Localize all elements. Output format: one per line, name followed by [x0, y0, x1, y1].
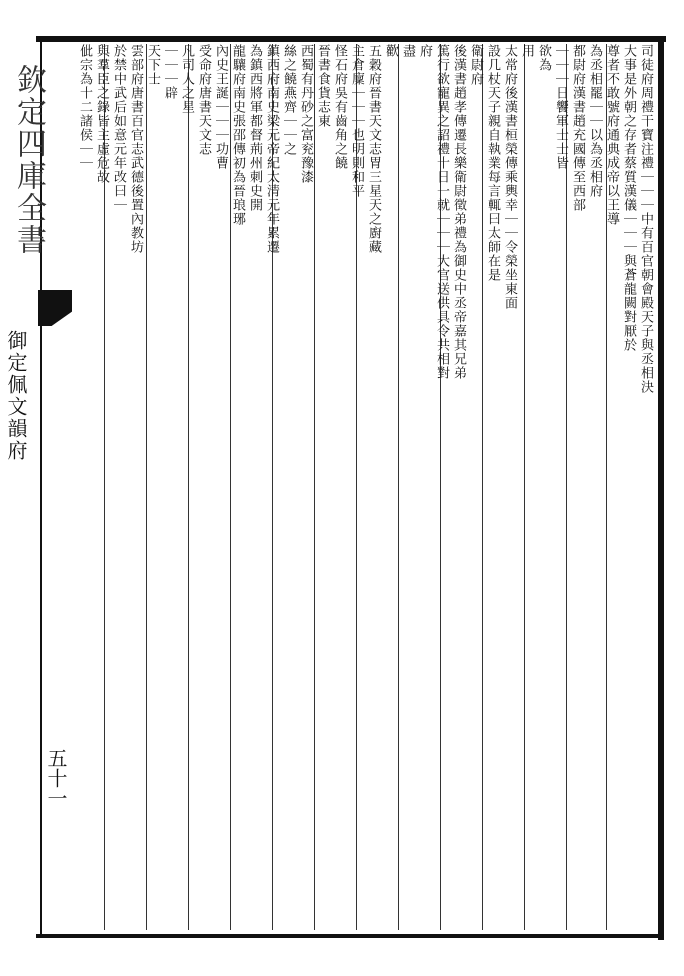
text-column: 內史王誕｜｜｜功曹 — [213, 44, 228, 170]
text-column: 盡 — [400, 44, 415, 58]
text-column: 雲部府唐書百官志武德後置內教坊 — [128, 44, 143, 254]
text-column: 用 — [519, 44, 534, 58]
margin-title: 欽定四庫全書 — [11, 64, 46, 256]
text-column: 受命府唐書天文志 — [196, 44, 211, 156]
text-column: 後漢書趙孝傳遷長樂衛尉徵弟禮為御史中丞帝嘉其兄弟 — [451, 44, 466, 380]
text-column: 主倉廩｜｜｜也明則和平 — [349, 44, 364, 198]
text-column: 為鎮西將軍都督荊州刺史開 — [247, 44, 262, 212]
text-column: 凡司人之星 — [179, 44, 194, 114]
frame-bottom-border — [36, 934, 664, 938]
page-number: 五十一 — [44, 748, 68, 808]
frame-right-border — [658, 36, 664, 940]
text-column: ｜｜｜日饗軍士士皆 — [553, 44, 568, 170]
text-column: 於禁中武后如意元年改曰｜ — [111, 44, 126, 212]
text-column: 晉書食貨志東 — [315, 44, 330, 128]
text-column: ｜｜｜辟 — [162, 44, 177, 100]
text-body — [46, 44, 654, 930]
text-column: 設几杖天子親自執業每言輒曰太師在是 — [485, 44, 500, 282]
text-column: 歡 — [383, 44, 398, 58]
page-margin — [0, 0, 68, 976]
text-column: 府 — [417, 44, 432, 58]
text-column: 為丞相罷｜｜以為丞相府 — [587, 44, 602, 198]
text-column: 都尉府漢書趙充國傳至西部 — [570, 44, 585, 212]
text-column: 太常府後漢書桓榮傳乘輿幸｜｜令榮坐東面 — [502, 44, 517, 310]
frame-top-border — [36, 36, 666, 42]
text-column: 司徒府周禮干寶注禮｜｜｜中有百官朝會殿天子與丞相決 — [638, 44, 653, 394]
text-column: 天下士 — [145, 44, 160, 86]
text-column: 西蜀有丹砂之富兖豫漆 — [298, 44, 313, 184]
text-column: 五穀府晉書天文志胃三星天之廚藏 — [366, 44, 381, 254]
text-column: 篤行欲寵異之詔禮十日一就｜｜｜大官送供具令共相對 — [434, 44, 449, 380]
text-column: 佌宗為十二諸侯｜｜ — [77, 44, 92, 170]
text-column: 衛尉府 — [468, 44, 483, 86]
text-column: 與羣臣之錄皆主虛危故 — [94, 44, 109, 184]
text-column: 尊者不敢號府通典成帝以王導 — [604, 44, 619, 226]
text-column: 龍驤府南史張邵傳初為晉琅琊 — [230, 44, 245, 226]
text-column: 絲之饒燕齊｜｜之 — [281, 44, 296, 156]
margin-book-title: 御定佩文韻府 — [4, 330, 28, 462]
text-column: 大事是外朝之存者蔡質漢儀｜｜｜與蒼龍闕對厭於 — [621, 44, 636, 352]
text-column: 欲為 — [536, 44, 551, 72]
text-column: 鎮西府南史梁元帝紀太清元年累遷 — [264, 44, 279, 254]
text-column: 怪石府吳有齒角之饒 — [332, 44, 347, 170]
